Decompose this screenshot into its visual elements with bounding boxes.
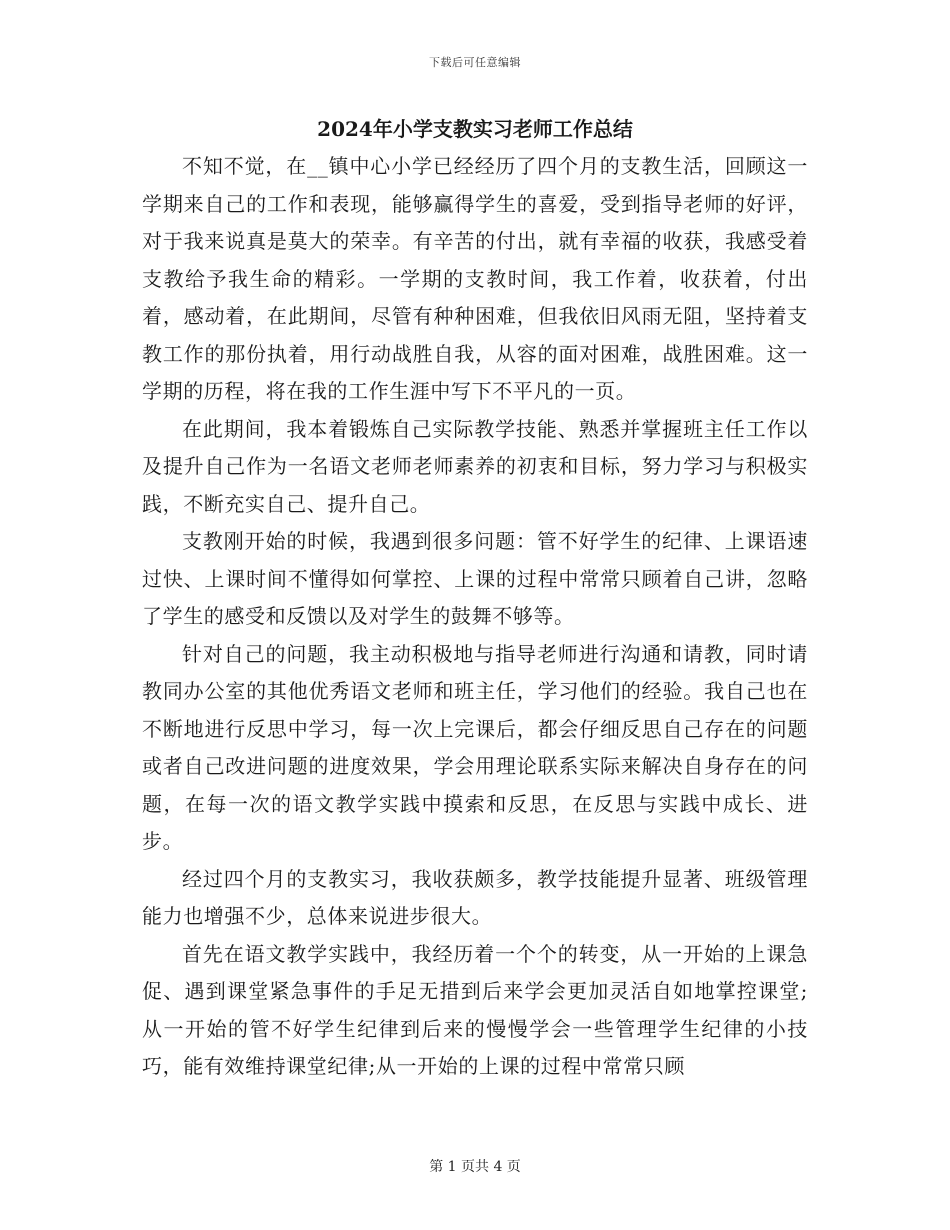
paragraph-6: 首先在语文教学实践中，我经历着一个个的转变，从一开始的上课急促、遇到课堂紧急事件的手足无措到后来学会更加灵活自如地掌控课堂;从一开始的管不好学生纪律到后来的慢慢学会一些管理学生纪律的小技巧，能有效维持课堂纪律;从一开始的上课的过程中常常只顾	[142, 941, 808, 1078]
paragraph-4: 针对自己的问题，我主动积极地与指导老师进行沟通和请教，同时请教同办公室的其他优秀语文老师和班主任，学习他们的经验。我自己也在不断地进行反思中学习，每一次上完课后，都会仔细反思自己存在的问题或者自己改进问题的进度效果，学会用理论联系实际来解决自身存在的问题，在每一次的语文教学实践中摸索和反思，在反思与实践中成长、进步。	[142, 641, 808, 853]
document-title: 2024年小学支教实习老师工作总结	[317, 117, 633, 141]
paragraph-5: 经过四个月的支教实习，我收获颇多，教学技能提升显著、班级管理能力也增强不少，总体来说进步很大。	[142, 866, 808, 928]
paragraph-3: 支教刚开始的时候，我遇到很多问题：管不好学生的纪律、上课语速过快、上课时间不懂得如何掌控、上课的过程中常常只顾着自己讲，忽略了学生的感受和反馈以及对学生的鼓舞不够等。	[142, 529, 808, 628]
paragraph-2: 在此期间，我本着锻炼自己实际教学技能、熟悉并掌握班主任工作以及提升自己作为一名语文老师老师素养的初衷和目标，努力学习与积极实践，不断充实自己、提升自己。	[142, 416, 808, 516]
page-number: 第 1 页共 4 页	[429, 1159, 521, 1175]
page-header-note: 下载后可任意编辑	[429, 56, 521, 69]
paragraph-1: 不知不觉，在__镇中心小学已经经历了四个月的支教生活，回顾这一学期来自己的工作和表现，能够赢得学生的喜爱，受到指导老师的好评，对于我来说真是莫大的荣幸。有辛苦的付出，就有幸福的收获，我感受着支教给予我生命的精彩。一学期的支教时间，我工作着，收获着，付出着，感动着，在此期间，尽管有种种困难，但我依旧风雨无阻，坚持着支教工作的那份执着，用行动战胜自我，从容的面对困难，战胜困难。这一学期的历程，将在我的工作生涯中写下不平凡的一页。	[142, 154, 808, 403]
document-body	[142, 148, 808, 1086]
